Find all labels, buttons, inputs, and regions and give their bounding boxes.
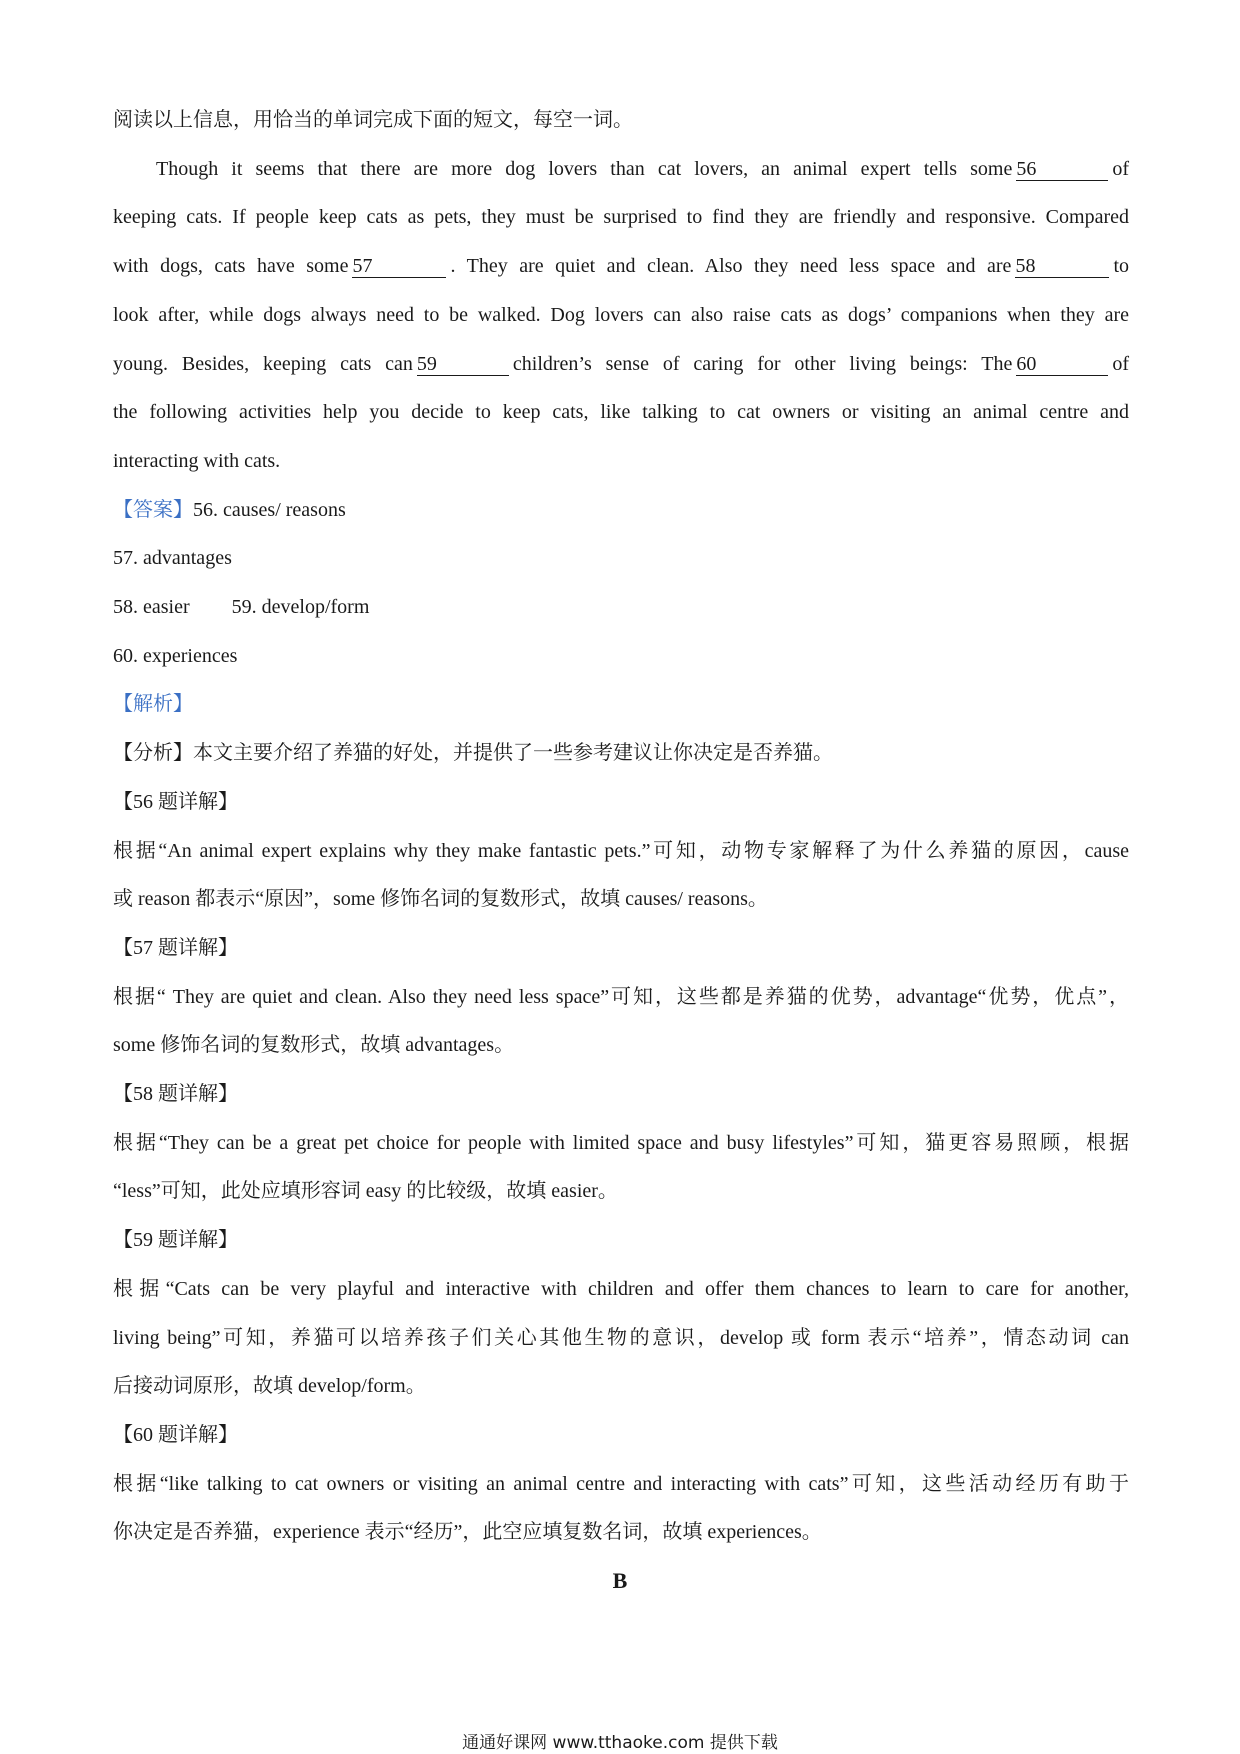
q56-line-1: 根据“An animal expert explains why they make fantastic pets.”可知，动物专家解释了为什么养猫的原因，cause (113, 839, 1129, 862)
passage-text: of (1112, 352, 1129, 375)
section-letter: B (612, 1568, 628, 1593)
answer-line-58-59 (113, 583, 1129, 632)
analysis-tag: 【解析】 (113, 693, 193, 716)
passage-text: to (1113, 255, 1129, 278)
passage-line-4: look after, while dogs always need to be walked. Dog lovers can also raise cats as dogs’ companions when they are (113, 303, 1129, 326)
q56-heading: 【56 题详解】 (113, 790, 238, 813)
passage-line-7: interacting with cats. (113, 449, 281, 472)
answer-60: 60. experiences (113, 644, 238, 667)
answer-58: 58. easier (113, 596, 190, 619)
q60-heading: 【60 题详解】 (113, 1423, 238, 1446)
q57-line-1: 根据“ They are quiet and clean. Also they need less space”可知，这些都是养猫的优势，advantage“优势，优点”， (113, 985, 1129, 1008)
passage-text: of (1112, 157, 1129, 180)
blank-56: 56 (1016, 158, 1108, 181)
passage-text: children’s sense of caring for other living beings: The (512, 352, 1013, 375)
analysis-summary: 【分析】本文主要介绍了养猫的好处，并提供了一些参考建议让你决定是否养猫。 (113, 742, 833, 765)
answer-tag: 【答案】 (113, 498, 193, 521)
answer-57: 57. advantages (113, 547, 232, 570)
blank-59: 59 (417, 353, 509, 376)
answer-59: 59. develop/form (231, 596, 370, 619)
passage-line-3 (113, 242, 1129, 291)
q59-line-1: 根据“Cats can be very playful and interactive with children and offer them chances to learn to care for another, (113, 1277, 1129, 1300)
passage-text: young. Besides, keeping cats can (113, 352, 413, 375)
passage-line-2: keeping cats. If people keep cats as pets, they must be surprised to find they are friendly and responsive. Compared (113, 206, 1129, 229)
q57-line-2: some 修饰名词的复数形式，故填 advantages。 (113, 1034, 515, 1057)
passage-text: with dogs, cats have some (113, 255, 349, 278)
q59-line-3: 后接动词原形，故填 develop/form。 (113, 1375, 426, 1398)
passage-line-6: the following activities help you decide to keep cats, like talking to cat owners or visiting an animal centre and (113, 401, 1129, 424)
instruction: 阅读以上信息，用恰当的单词完成下面的短文，每空一词。 (113, 109, 633, 131)
answer-line-56 (113, 486, 1129, 535)
document-page (113, 96, 1129, 1557)
blank-60: 60 (1016, 353, 1108, 376)
q58-line-1: 根据“They can be a great pet choice for people with limited space and busy lifestyles”可知，猫更容易照顾，根据 (113, 1131, 1129, 1154)
q59-heading: 【59 题详解】 (113, 1229, 238, 1252)
q59-line-2: living being”可知，养猫可以培养孩子们关心其他生物的意识，develop 或 form 表示“培养”，情态动词 can (113, 1326, 1129, 1349)
page-footer: 通通好课网 www.tthaoke.com 提供下载 (462, 1733, 778, 1753)
q60-line-2: 你决定是否养猫，experience 表示“经历”，此空应填复数名词，故填 experiences。 (113, 1521, 822, 1544)
q56-line-2: 或 reason 都表示“原因”，some 修饰名词的复数形式，故填 causes/ reasons。 (113, 888, 768, 911)
q60-line-1: 根据“like talking to cat owners or visiting an animal centre and interacting with cats”可知，这些活动经历有助于 (113, 1472, 1129, 1495)
q57-heading: 【57 题详解】 (113, 936, 238, 959)
answer-56: 56. causes/ reasons (193, 498, 346, 521)
passage-line-5 (113, 340, 1129, 389)
blank-57: 57 (352, 255, 446, 278)
passage-line-1 (113, 145, 1129, 194)
blank-58: 58 (1015, 255, 1109, 278)
q58-heading: 【58 题详解】 (113, 1083, 238, 1106)
q58-line-2: “less”可知，此处应填形容词 easy 的比较级，故填 easier。 (113, 1180, 618, 1203)
passage-text: . They are quiet and clean. Also they need less space and are (450, 255, 1012, 278)
passage-text: Though it seems that there are more dog lovers than cat lovers, an animal expert tells some (156, 157, 1013, 180)
